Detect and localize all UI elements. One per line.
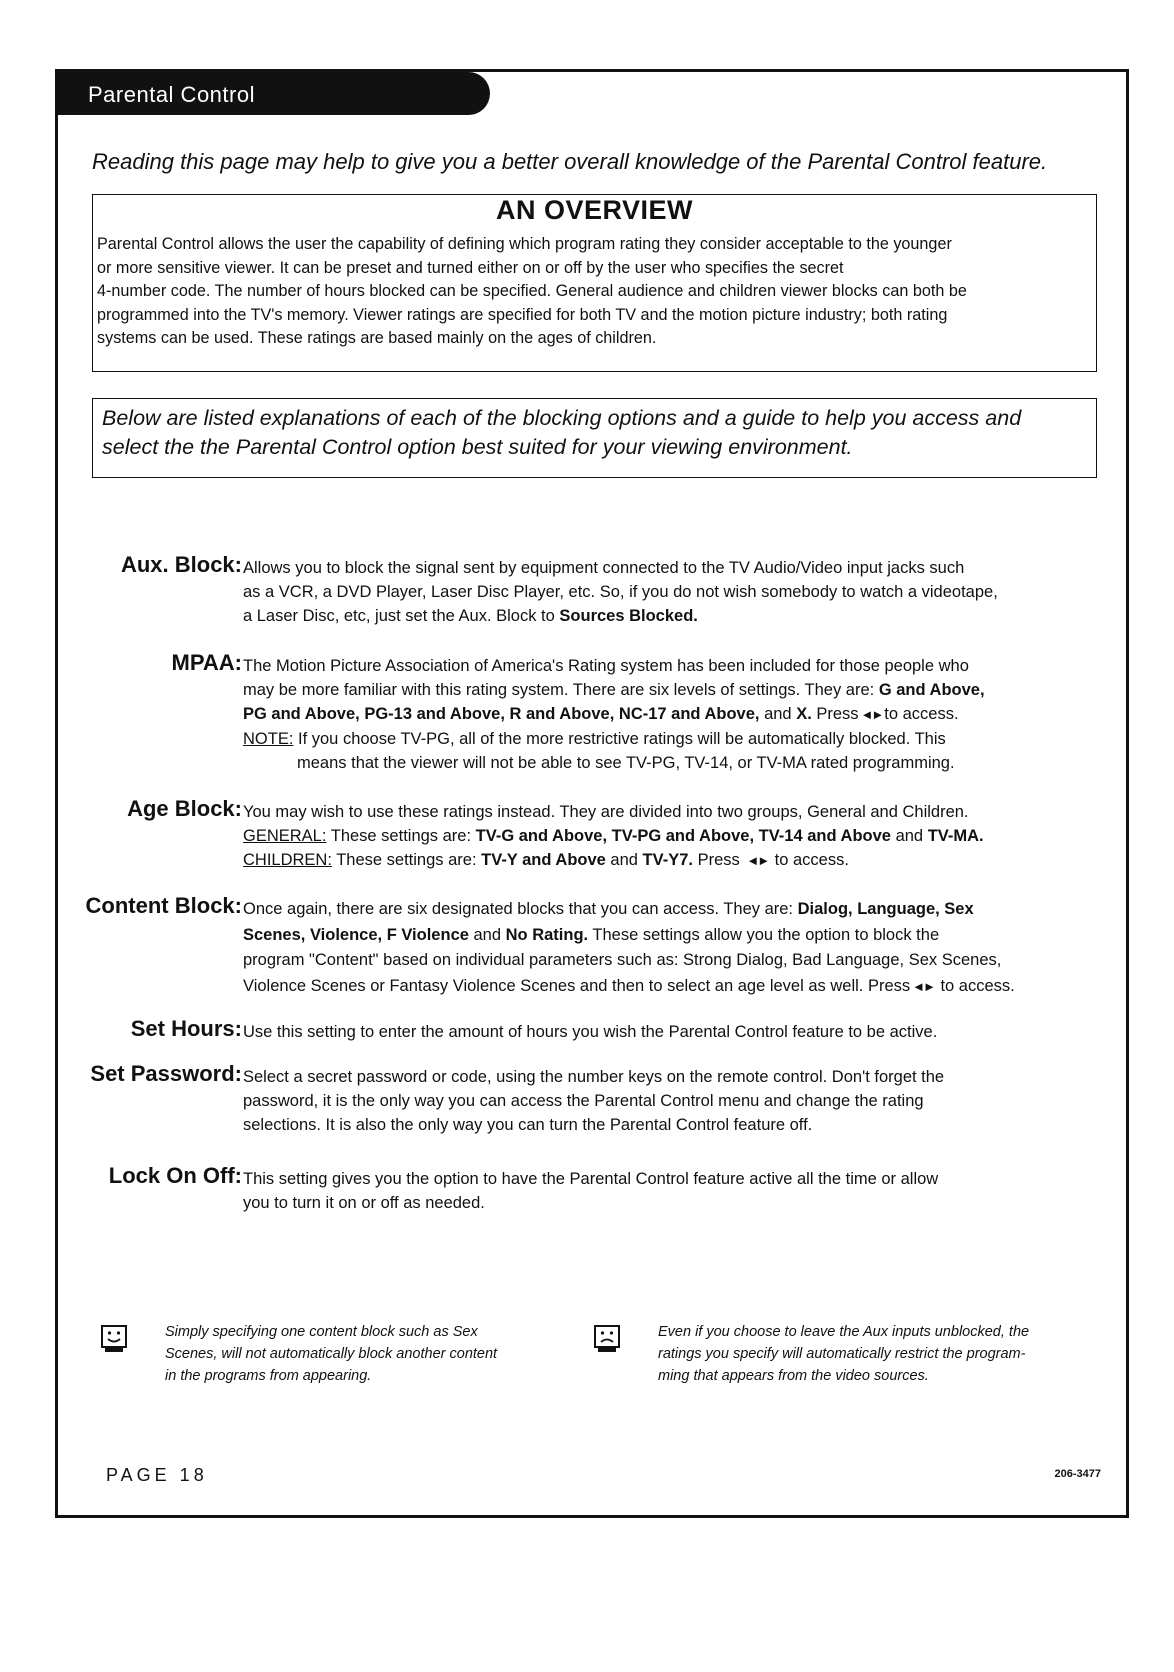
bold-term: PG and Above, PG-13 and Above, R and Above, NC-17 and Above, (243, 705, 760, 723)
desc-line: Select a secret password or code, using the number keys on the remote control. Don't forget the (243, 1068, 945, 1086)
tip-line: Scenes, will not automatically block another content (165, 1346, 498, 1362)
overview-title: AN OVERVIEW (495, 195, 694, 225)
section-header-tab (58, 72, 490, 115)
text-run: may be more familiar with this rating system. There are six levels of settings. They are: (243, 681, 879, 699)
overview-line: Parental Control allows the user the capability of defining which program rating they consider acceptable to the younger (97, 235, 952, 253)
children-label: CHILDREN: (243, 851, 332, 869)
overview-text (97, 233, 1093, 351)
aux-block-term: Aux. Block: (120, 552, 242, 577)
mpaa-term: MPAA: (171, 650, 242, 675)
desc-line: This setting gives you the option to have the Parental Control feature active all the time or allow (243, 1170, 939, 1188)
intro-text: Reading this page may help to give you a better overall knowledge of the Parental Control feature. (92, 149, 1048, 174)
text-run: a Laser Disc, etc, just set the Aux. Block to (243, 607, 560, 625)
tip-line: Simply specifying one content block such as Sex (165, 1324, 478, 1340)
age-block-term: Age Block: (127, 796, 242, 821)
desc-line (243, 897, 1113, 923)
bold-term: TV-Y7. (642, 851, 693, 869)
tip-left-text (165, 1321, 565, 1387)
content-block-term: Content Block: (85, 893, 242, 918)
bold-term: TV-MA. (927, 827, 984, 845)
overview-line: programmed into the TV's memory. Viewer ratings are specified for both TV and the motion picture industry; both rating (97, 305, 948, 324)
desc-line (243, 727, 1113, 751)
content-block-description (243, 897, 1113, 999)
desc-line: means that the viewer will not be able to see TV-PG, TV-14, or TV-MA rated programming. (297, 754, 955, 772)
desc-line: The Motion Picture Association of America's Rating system has been included for those people who (243, 657, 969, 675)
left-right-arrows-icon: ◄► (860, 707, 883, 722)
lock-on-off-term: Lock On Off: (108, 1163, 242, 1188)
text-run: and (890, 827, 928, 845)
set-password-description (243, 1065, 1113, 1137)
desc-line (243, 974, 1113, 1000)
text-run: Once again, there are six designated blocks that you can access. They are: (243, 900, 798, 918)
text-run: These settings are: (331, 851, 482, 869)
tip-line: in the programs from appearing. (165, 1368, 372, 1384)
desc-line: You may wish to use these ratings instead. They are divided into two groups, General and Children. (243, 803, 969, 821)
set-hours-description (243, 1020, 1113, 1044)
note-label: NOTE: (243, 730, 294, 748)
set-hours-term: Set Hours: (130, 1016, 242, 1041)
text-run: Press (692, 851, 745, 869)
age-block-description (243, 800, 1113, 873)
overview-line: or more sensitive viewer. It can be preset and turned either on or off by the user who specifies the secret (97, 258, 844, 277)
bold-term: Scenes, Violence, F Violence (243, 925, 469, 944)
text-run: and (759, 705, 797, 723)
bold-term: TV-G and Above, TV-PG and Above, TV-14 and Above (475, 827, 891, 845)
bold-term: TV-Y and Above (481, 851, 606, 869)
lock-on-off-description (243, 1167, 1113, 1215)
desc-line: as a VCR, a DVD Player, Laser Disc Player, etc. So, if you do not wish somebody to watch a videotape, (243, 583, 998, 601)
text-run: These settings allow you the option to block the (588, 925, 940, 944)
tip-line: ratings you specify will automatically restrict the program- (658, 1346, 1026, 1362)
desc-line (243, 604, 1113, 628)
text-run: and (605, 851, 643, 869)
desc-line: Use this setting to enter the amount of hours you wish the Parental Control feature to be active. (243, 1023, 938, 1041)
sad-tv-icon (594, 1325, 620, 1353)
guide-line: Below are listed explanations of each of the blocking options and a guide to help you access and (102, 406, 1022, 430)
overview-line: 4-number code. The number of hours blocked can be specified. General audience and children viewer blocks can both be (97, 282, 967, 300)
aux-block-description (243, 556, 1113, 628)
overview-box (92, 194, 1097, 372)
text-run: Violence Scenes or Fantasy Violence Scenes and then to select an age level as well. Press (243, 976, 911, 995)
desc-line: Allows you to block the signal sent by equipment connected to the TV Audio/Video input jacks such (243, 559, 965, 577)
general-label: GENERAL: (243, 827, 327, 845)
text-run: Press (811, 705, 859, 723)
guide-line: select the the Parental Control option best suited for your viewing environment. (102, 435, 853, 459)
text-run: and (468, 925, 506, 944)
desc-line: password, it is the only way you can access the Parental Control menu and change the rating (243, 1092, 924, 1110)
desc-line (243, 848, 1113, 873)
desc-line (243, 678, 1113, 702)
page-number: PAGE 18 (106, 1465, 208, 1485)
left-right-arrows-icon: ◄► (912, 978, 934, 994)
happy-tv-icon (101, 1325, 127, 1353)
text-run: to access. (770, 851, 849, 869)
set-password-term: Set Password: (90, 1061, 242, 1086)
section-title: Parental Control (88, 82, 255, 107)
guide-text (102, 404, 1087, 462)
bold-term: Sources Blocked. (559, 607, 698, 625)
tip-right-text (658, 1321, 1078, 1387)
guide-box (92, 398, 1097, 478)
bold-term: No Rating. (505, 925, 589, 944)
overview-line: systems can be used. These ratings are based mainly on the ages of children. (97, 329, 657, 347)
text-run: These settings are: (326, 827, 476, 845)
text-run: If you choose TV-PG, all of the more restrictive ratings will be automatically blocked. This (293, 730, 946, 748)
left-right-arrows-icon: ◄► (746, 853, 769, 868)
desc-line: you to turn it on or off as needed. (243, 1194, 485, 1212)
tip-line: Even if you choose to leave the Aux inputs unblocked, the (658, 1324, 1030, 1340)
desc-line (243, 923, 1113, 949)
desc-line (243, 824, 1113, 848)
desc-line (243, 702, 1113, 727)
bold-term: X. (796, 705, 812, 723)
bold-term: G and Above, (878, 681, 985, 699)
text-run: to access. (935, 976, 1015, 995)
tip-line: ming that appears from the video sources. (658, 1368, 929, 1384)
desc-line: selections. It is also the only way you can turn the Parental Control feature off. (243, 1116, 813, 1134)
desc-line: program "Content" based on individual parameters such as: Strong Dialog, Bad Language, Sex Scenes, (243, 951, 1002, 969)
text-run: to access. (884, 705, 959, 723)
document-code: 206-3477 (1054, 1468, 1101, 1480)
mpaa-description (243, 654, 1113, 775)
bold-term: Dialog, Language, Sex (797, 900, 974, 918)
